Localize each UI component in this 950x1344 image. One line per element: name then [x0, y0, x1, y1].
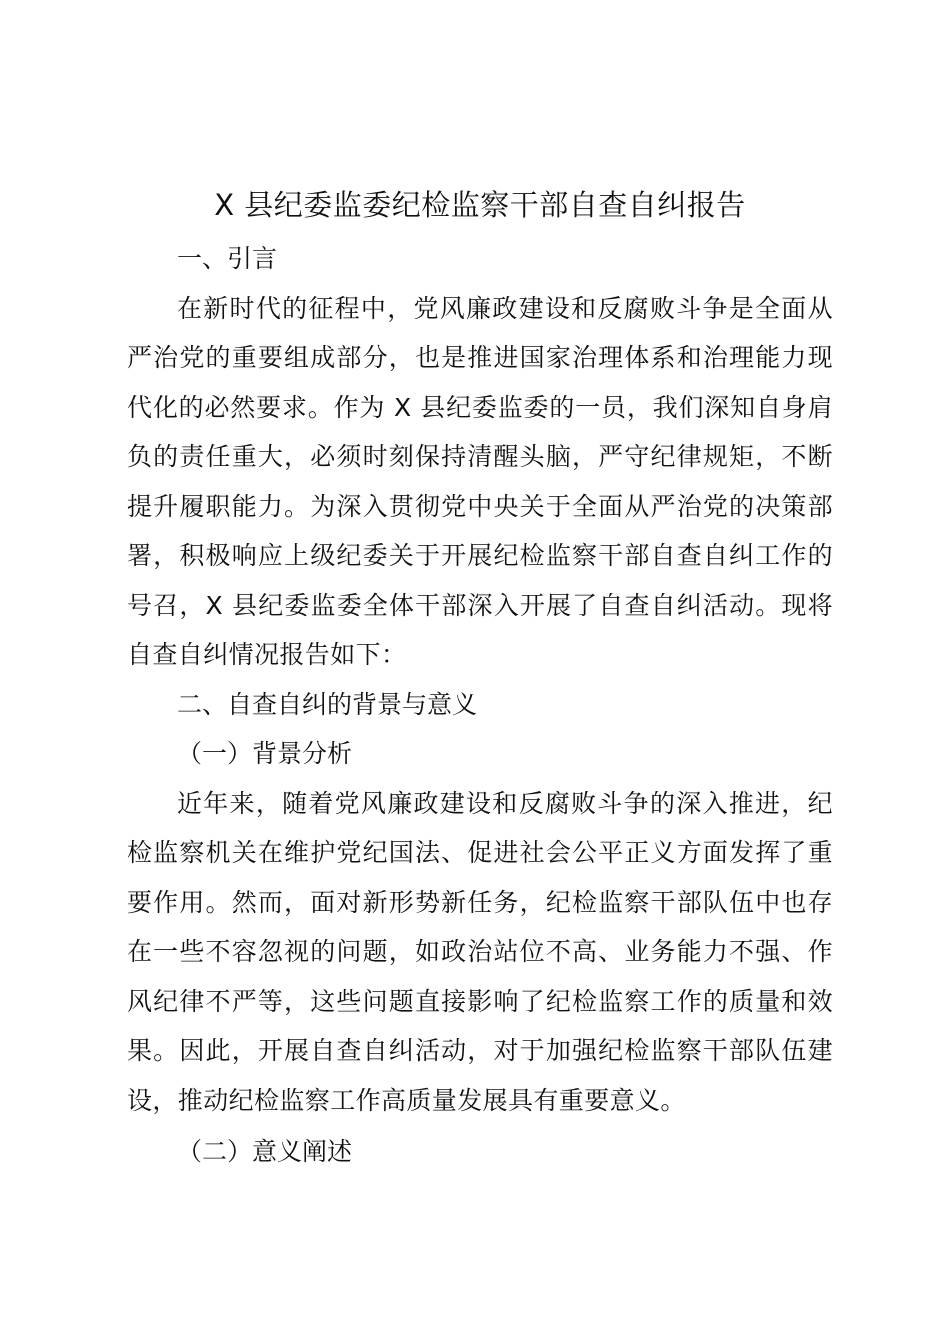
subsection-heading-background-analysis: （一）背景分析: [177, 739, 353, 768]
introduction-paragraph: 在新时代的征程中，党风廉政建设和反腐败斗争是全面从严治党的重要组成部分，也是推进国家治理体系和治理能力现代化的必然要求。作为 X 县纪委监委的一员，我们深知自身肩负的责任重大，必须时刻保持清醒头脑，严守纪律规矩，不断提升履职能力。为深入贯彻党中央关于全面从严治党的决策部署，积极响应上级纪委关于开展纪检监察干部自查自纠工作的号召，X 县纪委监委全体干部深入开展了自查自纠活动。现将自查自纠情况报告如下：: [127, 293, 833, 669]
section-heading-background-significance: 二、自查自纠的背景与意义: [177, 689, 478, 719]
document-title: X 县纪委监委纪检监察干部自查自纠报告: [214, 188, 746, 222]
background-analysis-paragraph: 近年来，随着党风廉政建设和反腐败斗争的深入推进，纪检监察机关在维护党纪国法、促进社会公平正义方面发挥了重要作用。然而，面对新形势新任务，纪检监察干部队伍中也存在一些不容忽视的问题，如政治站位不高、业务能力不强、作风纪律不严等，这些问题直接影响了纪检监察工作的质量和效果。因此，开展自查自纠活动，对于加强纪检监察干部队伍建设，推动纪检监察工作高质量发展具有重要意义。: [127, 788, 833, 1115]
subsection-heading-significance: （二）意义阐述: [177, 1137, 353, 1166]
document-page: [127, 180, 833, 1177]
section-heading-introduction: 一、引言: [177, 244, 278, 273]
